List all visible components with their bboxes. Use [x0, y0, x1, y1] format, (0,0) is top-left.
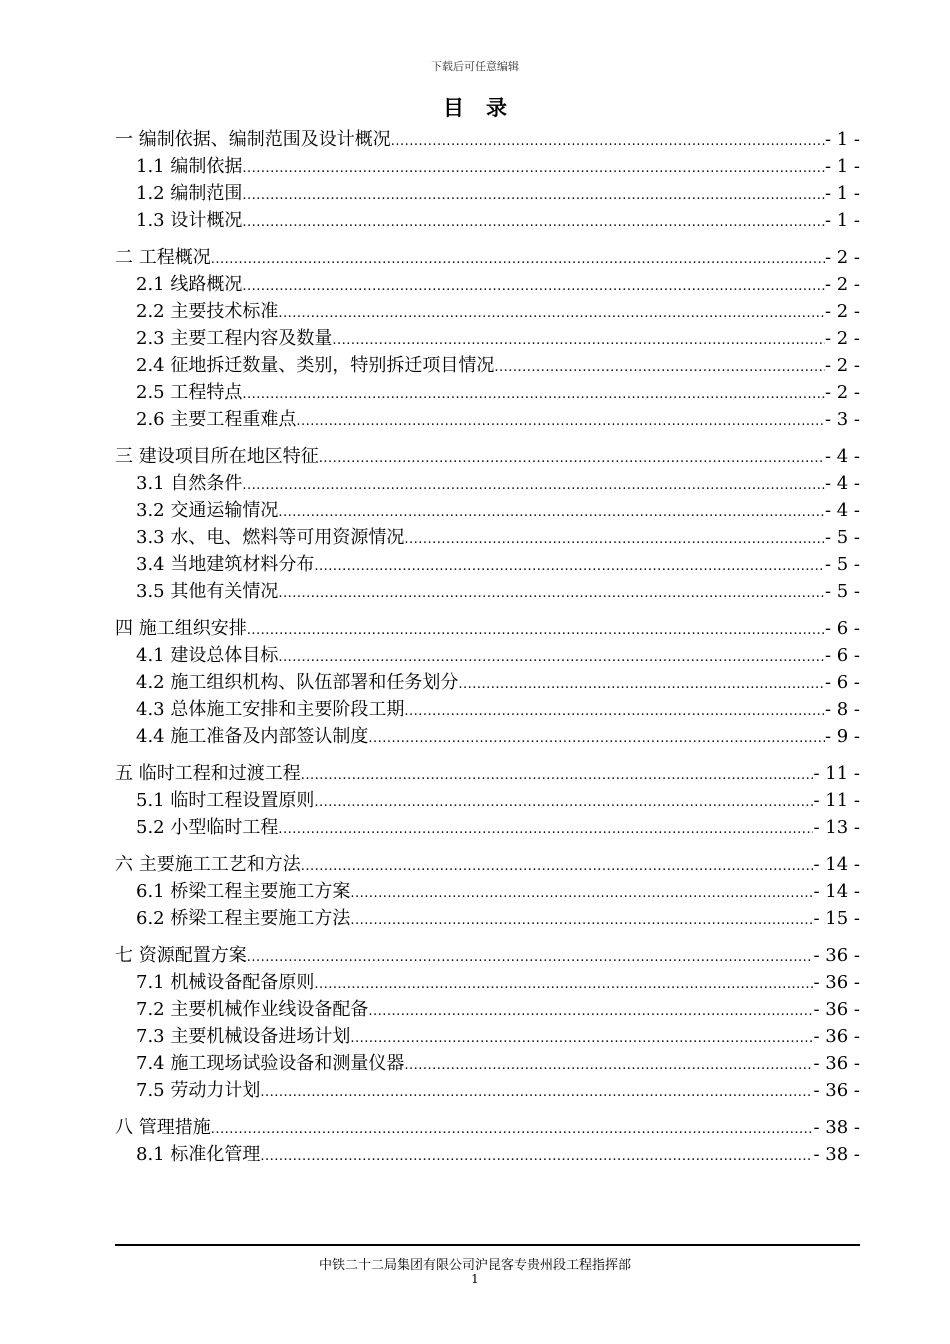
toc-section-entry[interactable]	[115, 126, 860, 153]
toc-entry-label: 1.3 设计概况	[136, 210, 243, 231]
toc-entry-label: 2.5 工程特点	[136, 382, 243, 403]
toc-dot-leader	[391, 128, 825, 155]
toc-entry-label: 1.2 编制范围	[136, 183, 243, 204]
toc-dot-leader	[301, 762, 814, 789]
toc-subsection-entry[interactable]	[115, 180, 860, 207]
toc-entry-label: 6.2 桥梁工程主要施工方法	[136, 908, 351, 929]
toc-entry-label: 3.5 其他有关情况	[136, 581, 279, 602]
footer-divider	[115, 1244, 860, 1246]
toc-subsection-entry[interactable]	[115, 524, 860, 551]
toc-section-entry[interactable]	[115, 942, 860, 969]
toc-entry-page: - 36 -	[813, 1080, 860, 1101]
toc-subsection-entry[interactable]	[115, 352, 860, 379]
toc-entry-page: - 2 -	[824, 301, 860, 322]
toc-section-entry[interactable]	[115, 851, 860, 878]
toc-entry-label: 4.3 总体施工安排和主要阶段工期	[136, 699, 405, 720]
toc-dot-leader	[260, 1079, 813, 1106]
toc-dot-leader	[247, 617, 825, 644]
toc-entry-page: - 5 -	[824, 554, 860, 575]
toc-entry-label: 2.2 主要技术标准	[136, 301, 279, 322]
toc-section-entry[interactable]	[115, 244, 860, 271]
toc-entry-page: - 4 -	[824, 446, 860, 467]
toc-entry-page: - 5 -	[824, 527, 860, 548]
toc-entry-label: 三 建设项目所在地区特征	[115, 446, 319, 467]
page-title: 目录	[443, 95, 529, 120]
toc-subsection-entry[interactable]	[115, 723, 860, 750]
toc-entry-label: 5.2 小型临时工程	[136, 817, 279, 838]
toc-entry-label: 3.1 自然条件	[136, 473, 243, 494]
toc-entry-page: - 2 -	[824, 328, 860, 349]
toc-entry-label: 7.4 施工现场试验设备和测量仪器	[136, 1053, 405, 1074]
toc-entry-label: 3.3 水、电、燃料等可用资源情况	[136, 527, 405, 548]
toc-entry-page: - 15 -	[813, 908, 860, 929]
toc-dot-leader	[301, 853, 814, 880]
toc-dot-leader	[350, 1025, 813, 1052]
toc-dot-leader	[368, 998, 813, 1025]
toc-dot-leader	[278, 644, 825, 671]
toc-subsection-entry[interactable]	[115, 406, 860, 433]
toc-entry-page: - 1 -	[824, 129, 860, 150]
toc-entry-page: - 4 -	[824, 473, 860, 494]
toc-entry-page: - 14 -	[813, 881, 860, 902]
toc-section-entry[interactable]	[115, 615, 860, 642]
toc-entry-page: - 6 -	[824, 672, 860, 693]
toc-dot-leader	[242, 273, 825, 300]
toc-dot-leader	[314, 553, 825, 580]
toc-dot-leader	[296, 408, 825, 435]
toc-dot-leader	[404, 526, 825, 553]
toc-entry-page: - 3 -	[824, 409, 860, 430]
toc-dot-leader	[260, 1143, 813, 1170]
toc-entry-page: - 36 -	[813, 945, 860, 966]
toc-dot-leader	[350, 880, 813, 907]
toc-dot-leader	[368, 725, 825, 752]
toc-dot-leader	[211, 246, 825, 273]
toc-subsection-entry[interactable]	[115, 271, 860, 298]
toc-subsection-entry[interactable]	[115, 207, 860, 234]
toc-entry-label: 7.3 主要机械设备进场计划	[136, 1026, 351, 1047]
toc-dot-leader	[350, 907, 813, 934]
toc-dot-leader	[211, 1116, 814, 1143]
toc-entry-page: - 36 -	[813, 999, 860, 1020]
toc-subsection-entry[interactable]	[115, 298, 860, 325]
toc-subsection-entry[interactable]	[115, 1023, 860, 1050]
toc-entry-page: - 1 -	[824, 210, 860, 231]
toc-subsection-entry[interactable]	[115, 379, 860, 406]
toc-entry-label: 2.3 主要工程内容及数量	[136, 328, 333, 349]
toc-subsection-entry[interactable]	[115, 470, 860, 497]
toc-dot-leader	[332, 327, 825, 354]
page-number: 1	[471, 1272, 479, 1286]
toc-dot-leader	[242, 182, 825, 209]
toc-dot-leader	[404, 1052, 813, 1079]
toc-entry-page: - 5 -	[824, 581, 860, 602]
toc-entry-page: - 38 -	[813, 1117, 860, 1138]
toc-dot-leader	[247, 944, 814, 971]
toc-subsection-entry[interactable]	[115, 696, 860, 723]
toc-subsection-entry[interactable]	[115, 642, 860, 669]
toc-entry-page: - 2 -	[824, 247, 860, 268]
toc-entry-label: 五 临时工程和过渡工程	[115, 763, 301, 784]
toc-subsection-entry[interactable]	[115, 669, 860, 696]
toc-dot-leader	[242, 209, 825, 236]
toc-subsection-entry[interactable]	[115, 996, 860, 1023]
toc-entry-page: - 6 -	[824, 618, 860, 639]
toc-entry-page: - 8 -	[824, 699, 860, 720]
toc-subsection-entry[interactable]	[115, 1141, 860, 1168]
toc-dot-leader	[278, 580, 825, 607]
toc-section-entry[interactable]	[115, 443, 860, 470]
toc-entry-label: 5.1 临时工程设置原则	[136, 790, 315, 811]
toc-subsection-entry[interactable]	[115, 153, 860, 180]
toc-entry-page: - 6 -	[824, 645, 860, 666]
footer-organization: 中铁二十二局集团有限公司沪昆客专贵州段工程指挥部	[318, 1258, 631, 1273]
toc-section-entry[interactable]	[115, 760, 860, 787]
toc-entry-label: 4.4 施工准备及内部签认制度	[136, 726, 369, 747]
toc-subsection-entry[interactable]	[115, 325, 860, 352]
toc-subsection-entry[interactable]	[115, 1077, 860, 1104]
toc-entry-label: 7.2 主要机械作业线设备配备	[136, 999, 369, 1020]
toc-dot-leader	[242, 381, 825, 408]
toc-entry-page: - 1 -	[824, 156, 860, 177]
toc-entry-page: - 36 -	[813, 1026, 860, 1047]
toc-entry-label: 4.2 施工组织机构、队伍部署和任务划分	[136, 672, 459, 693]
toc-entry-page: - 4 -	[824, 500, 860, 521]
toc-entry-page: - 36 -	[813, 1053, 860, 1074]
toc-entry-label: 八 管理措施	[115, 1117, 211, 1138]
toc-entry-label: 2.4 征地拆迁数量、类别，特别拆迁项目情况	[136, 355, 495, 376]
toc-dot-leader	[278, 499, 825, 526]
toc-dot-leader	[278, 816, 813, 843]
toc-entry-label: 3.2 交通运输情况	[136, 500, 279, 521]
toc-entry-label: 二 工程概况	[115, 247, 211, 268]
toc-section-entry[interactable]	[115, 1114, 860, 1141]
toc-dot-leader	[278, 300, 825, 327]
toc-dot-leader	[242, 155, 825, 182]
toc-entry-page: - 9 -	[824, 726, 860, 747]
header-note: 下载后可任意编辑	[431, 60, 519, 73]
toc-entry-page: - 2 -	[824, 382, 860, 403]
toc-entry-label: 8.1 标准化管理	[136, 1144, 261, 1165]
toc-entry-page: - 13 -	[813, 817, 860, 838]
toc-dot-leader	[242, 472, 825, 499]
toc-entry-label: 1.1 编制依据	[136, 156, 243, 177]
table-of-contents	[115, 126, 860, 1168]
toc-entry-page: - 36 -	[813, 972, 860, 993]
toc-dot-leader	[314, 789, 813, 816]
toc-dot-leader	[404, 698, 825, 725]
toc-entry-page: - 2 -	[824, 355, 860, 376]
toc-entry-page: - 11 -	[813, 763, 860, 784]
toc-entry-page: - 11 -	[813, 790, 860, 811]
toc-entry-label: 六 主要施工工艺和方法	[115, 854, 301, 875]
toc-entry-page: - 14 -	[813, 854, 860, 875]
toc-subsection-entry[interactable]	[115, 1050, 860, 1077]
toc-entry-label: 四 施工组织安排	[115, 618, 247, 639]
toc-entry-label: 4.1 建设总体目标	[136, 645, 279, 666]
toc-entry-label: 3.4 当地建筑材料分布	[136, 554, 315, 575]
toc-entry-label: 2.6 主要工程重难点	[136, 409, 297, 430]
toc-subsection-entry[interactable]	[115, 814, 860, 841]
toc-entry-label: 七 资源配置方案	[115, 945, 247, 966]
toc-subsection-entry[interactable]	[115, 497, 860, 524]
toc-dot-leader	[319, 445, 825, 472]
toc-subsection-entry[interactable]	[115, 787, 860, 814]
toc-subsection-entry[interactable]	[115, 878, 860, 905]
toc-subsection-entry[interactable]	[115, 578, 860, 605]
toc-entry-label: 2.1 线路概况	[136, 274, 243, 295]
toc-entry-label: 6.1 桥梁工程主要施工方案	[136, 881, 351, 902]
toc-entry-page: - 38 -	[813, 1144, 860, 1165]
toc-dot-leader	[458, 671, 825, 698]
toc-entry-label: 7.5 劳动力计划	[136, 1080, 261, 1101]
toc-subsection-entry[interactable]	[115, 905, 860, 932]
toc-entry-page: - 1 -	[824, 183, 860, 204]
toc-entry-label: 7.1 机械设备配备原则	[136, 972, 315, 993]
toc-entry-page: - 2 -	[824, 274, 860, 295]
toc-dot-leader	[314, 971, 813, 998]
toc-entry-label: 一 编制依据、编制范围及设计概况	[115, 129, 391, 150]
toc-subsection-entry[interactable]	[115, 969, 860, 996]
toc-dot-leader	[494, 354, 825, 381]
toc-subsection-entry[interactable]	[115, 551, 860, 578]
